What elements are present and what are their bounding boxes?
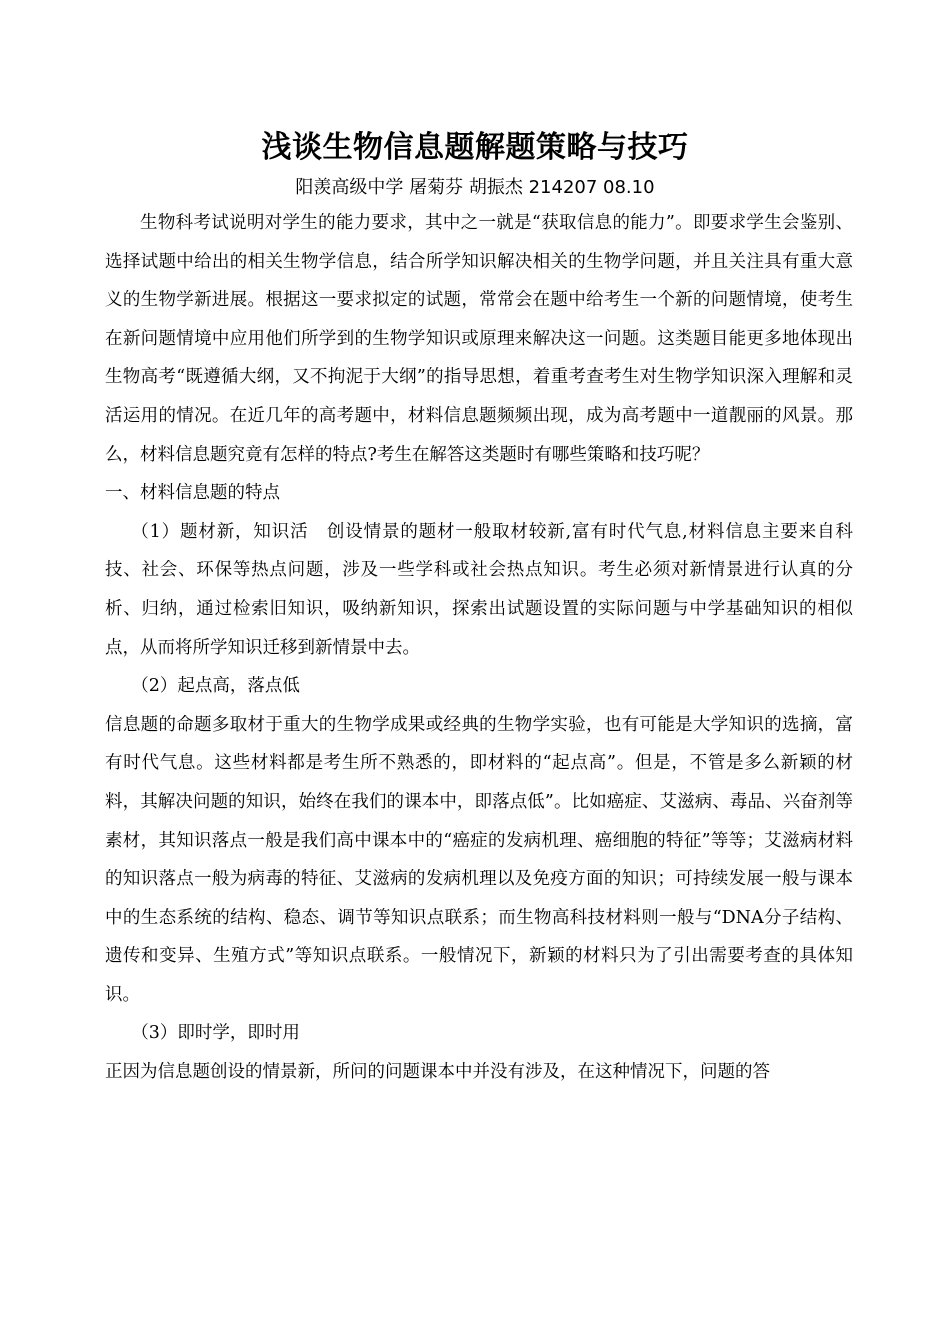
- point-3-paragraph: 正因为信息题创设的情景新，所问的问题课本中并没有涉及，在这种情况下，问题的答: [105, 1062, 770, 1083]
- point-1-paragraph: （1）题材新，知识活 创设情景的题材一般取材较新,富有时代气息,材料信息主要来自科技、社会、环保等热点问题，涉及一些学科或社会热点知识。考生必须对新情景进行认真的分析、归纳，通过检索旧知识，吸纳新知识，探索出试题设置的实际问题与中学基础知识的相似点，从而将所学知识迁移到新情景中去。: [105, 521, 853, 658]
- document-body: [105, 204, 853, 1092]
- intro-paragraph: 生物科考试说明对学生的能力要求，其中之一就是“获取信息的能力”。即要求学生会鉴别、选择试题中给出的相关生物学信息，结合所学知识解决相关的生物学问题，并且关注具有重大意义的生物学新进展。根据这一要求拟定的试题，常常会在题中给考生一个新的问题情境，使考生在新问题情境中应用他们所学到的生物学知识或原理来解决这一问题。这类题目能更多地体现出生物高考“既遵循大纲，又不拘泥于大纲”的指导思想，着重考查考生对生物学知识深入理解和灵活运用的情况。在近几年的高考题中，材料信息题频频出现，成为高考题中一道靓丽的风景。那么，材料信息题究竟有怎样的特点?考生在解答这类题时有哪些策略和技巧呢？: [105, 213, 853, 465]
- document-title: 浅谈生物信息题解题策略与技巧: [261, 130, 689, 165]
- author-byline: 阳羡高级中学 屠菊芬 胡振杰 214207 08.10: [295, 177, 655, 198]
- point-2-heading: （2）起点高，落点低: [131, 676, 300, 697]
- point-2-paragraph: 信息题的命题多取材于重大的生物学成果或经典的生物学实验，也有可能是大学知识的选摘，富有时代气息。这些材料都是考生所不熟悉的，即材料的“起点高”。但是，不管是多么新颖的材料，其解决问题的知识，始终在我们的课本中，即落点低”。比如癌症、艾滋病、毒品、兴奋剂等素材，其知识落点一般是我们高中课本中的“癌症的发病机理、癌细胞的特征”等等；艾滋病材料的知识落点一般为病毒的特征、艾滋病的发病机理以及免疫方面的知识；可持续发展一般与课本中的生态系统的结构、稳态、调节等知识点联系；而生物高科技材料则一般与“DNA分子结构、遗传和变异、生殖方式”等知识点联系。一般情况下，新颖的材料只为了引出需要考查的具体知识。: [105, 714, 853, 1005]
- section-heading: 一、材料信息题的特点: [105, 483, 280, 504]
- point-3-heading: （3）即时学，即时用: [131, 1023, 300, 1044]
